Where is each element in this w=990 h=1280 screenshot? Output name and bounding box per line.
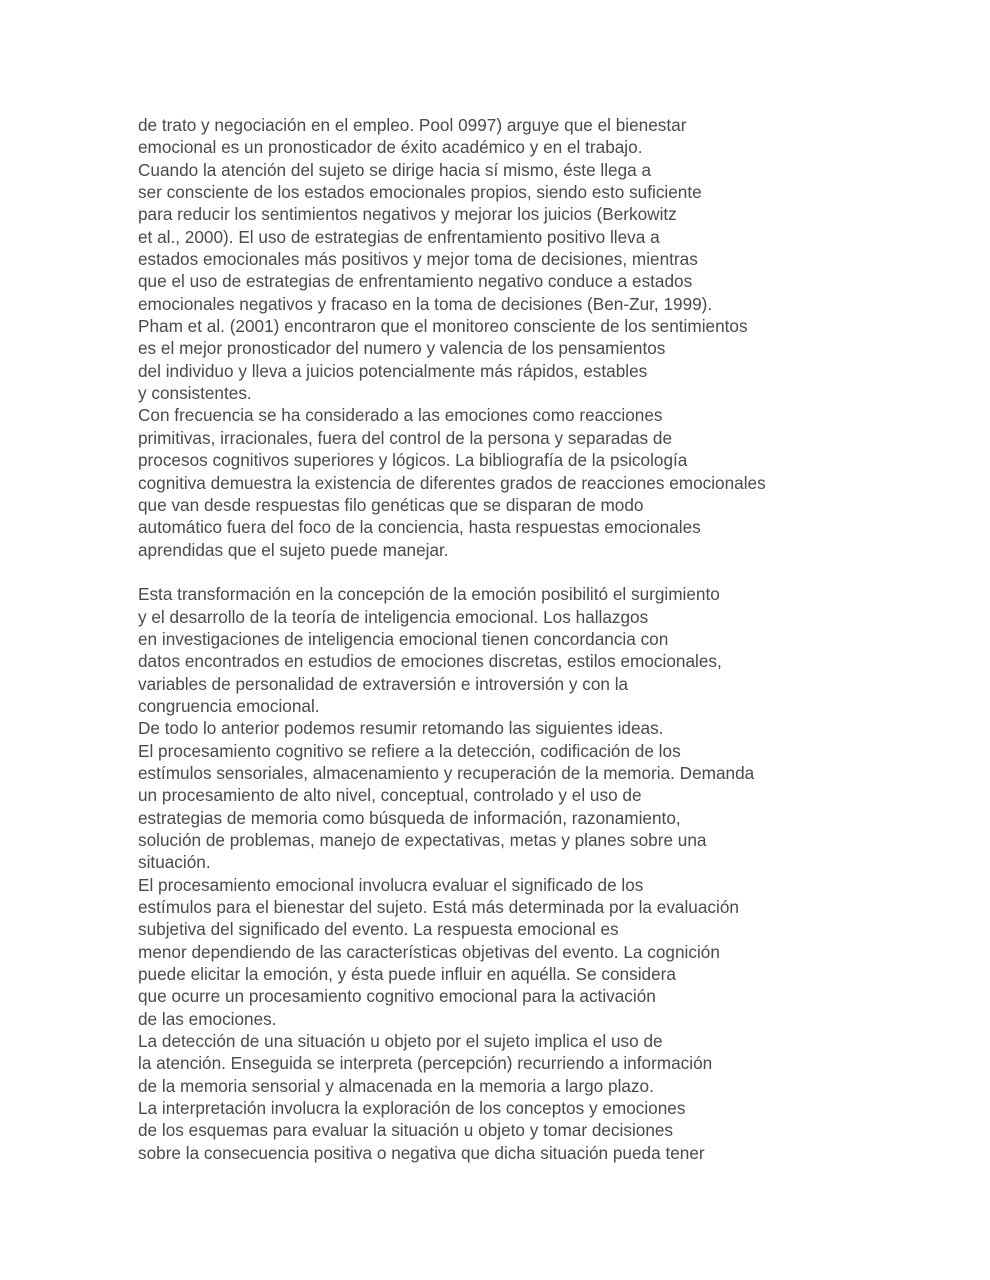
text-line: solución de problemas, manejo de expectativas, metas y planes sobre una [138, 830, 707, 850]
text-line: estrategias de memoria como búsqueda de información, razonamiento, [138, 807, 681, 828]
text-line: situación. [138, 852, 211, 873]
text-line: congruencia emocional. [138, 695, 320, 716]
text-line: en investigaciones de inteligencia emocional tienen concordancia con [138, 628, 669, 649]
text-line: y el desarrollo de la teoría de inteligencia emocional. Los hallazgos [138, 606, 649, 627]
text-line: et al., 2000). El uso de estrategias de enfrentamiento positivo lleva a [138, 226, 660, 247]
text-line: automático fuera del foco de la conciencia, hasta respuestas emocionales [138, 517, 701, 538]
text-line: que van desde respuestas filo genéticas que se disparan de modo [138, 494, 644, 515]
text-line: del individuo y lleva a juicios potencialmente más rápidos, estables [138, 360, 648, 381]
text-line: de la memoria sensorial y almacenada en la memoria a largo plazo. [138, 1075, 654, 1096]
text-line: cognitiva demuestra la existencia de diferentes grados de reacciones emocionales [138, 472, 766, 493]
text-line: Esta transformación en la concepción de la emoción posibilitó el surgimiento [138, 584, 720, 605]
text-line: ser consciente de los estados emocionales propios, siendo esto suficiente [138, 182, 702, 203]
text-line: de los esquemas para evaluar la situación u objeto y tomar decisiones [138, 1120, 674, 1141]
text-line: es el mejor pronosticador del numero y valencia de los pensamientos [138, 338, 666, 359]
text-line: primitivas, irracionales, fuera del control de la persona y separadas de [138, 427, 673, 448]
text-line: procesos cognitivos superiores y lógicos. La bibliografía de la psicología [138, 450, 688, 471]
text-line: que ocurre un procesamiento cognitivo emocional para la activación [138, 986, 656, 1007]
text-line: un procesamiento de alto nivel, conceptual, controlado y el uso de [138, 785, 642, 806]
text-line: y consistentes. [138, 383, 252, 404]
text-line: De todo lo anterior podemos resumir retomando las siguientes ideas. [138, 718, 664, 739]
text-line: Cuando la atención del sujeto se dirige hacia sí mismo, éste llega a [138, 159, 652, 180]
text-line: aprendidas que el sujeto puede manejar. [138, 539, 449, 560]
text-line: menor dependiendo de las características objetivas del evento. La cognición [138, 941, 720, 962]
text-line: la atención. Enseguida se interpreta (percepción) recurriendo a información [138, 1053, 713, 1074]
text-line: para reducir los sentimientos negativos y mejorar los juicios (Berkowitz [138, 204, 677, 225]
text-line: El procesamiento cognitivo se refiere a la detección, codificación de los [138, 740, 681, 761]
text-line: estímulos para el bienestar del sujeto. Está más determinada por la evaluación [138, 897, 739, 918]
text-line: variables de personalidad de extraversión e introversión y con la [138, 673, 629, 694]
text-line: La detección de una situación u objeto por el sujeto implica el uso de [138, 1031, 663, 1052]
text-line: estados emocionales más positivos y mejor toma de decisiones, mientras [138, 249, 698, 270]
text-line: de trato y negociación en el empleo. Pool 0997) arguye que el bienestar [138, 115, 687, 135]
text-line: El procesamiento emocional involucra evaluar el significado de los [138, 874, 644, 895]
text-line: de las emociones. [138, 1008, 277, 1029]
text-line: sobre la consecuencia positiva o negativa que dicha situación pueda tener [138, 1142, 705, 1163]
text-line: emocionales negativos y fracaso en la toma de decisiones (Ben-Zur, 1999). [138, 293, 713, 314]
body-text [138, 114, 978, 1164]
text-line: datos encontrados en estudios de emociones discretas, estilos emocionales, [138, 651, 722, 672]
text-line: que el uso de estrategias de enfrentamiento negativo conduce a estados [138, 271, 693, 292]
text-line: estímulos sensoriales, almacenamiento y recuperación de la memoria. Demanda [138, 762, 755, 783]
text-line: puede elicitar la emoción, y ésta puede influir en aquélla. Se considera [138, 964, 676, 985]
text-line: Pham et al. (2001) encontraron que el monitoreo consciente de los sentimientos [138, 316, 748, 337]
text-line: emocional es un pronosticador de éxito académico y en el trabajo. [138, 137, 643, 158]
text-line: subjetiva del significado del evento. La respuesta emocional es [138, 919, 619, 940]
text-line: La interpretación involucra la exploración de los conceptos y emociones [138, 1098, 686, 1119]
text-line: Con frecuencia se ha considerado a las emociones como reacciones [138, 405, 663, 426]
blank-line [138, 561, 978, 583]
